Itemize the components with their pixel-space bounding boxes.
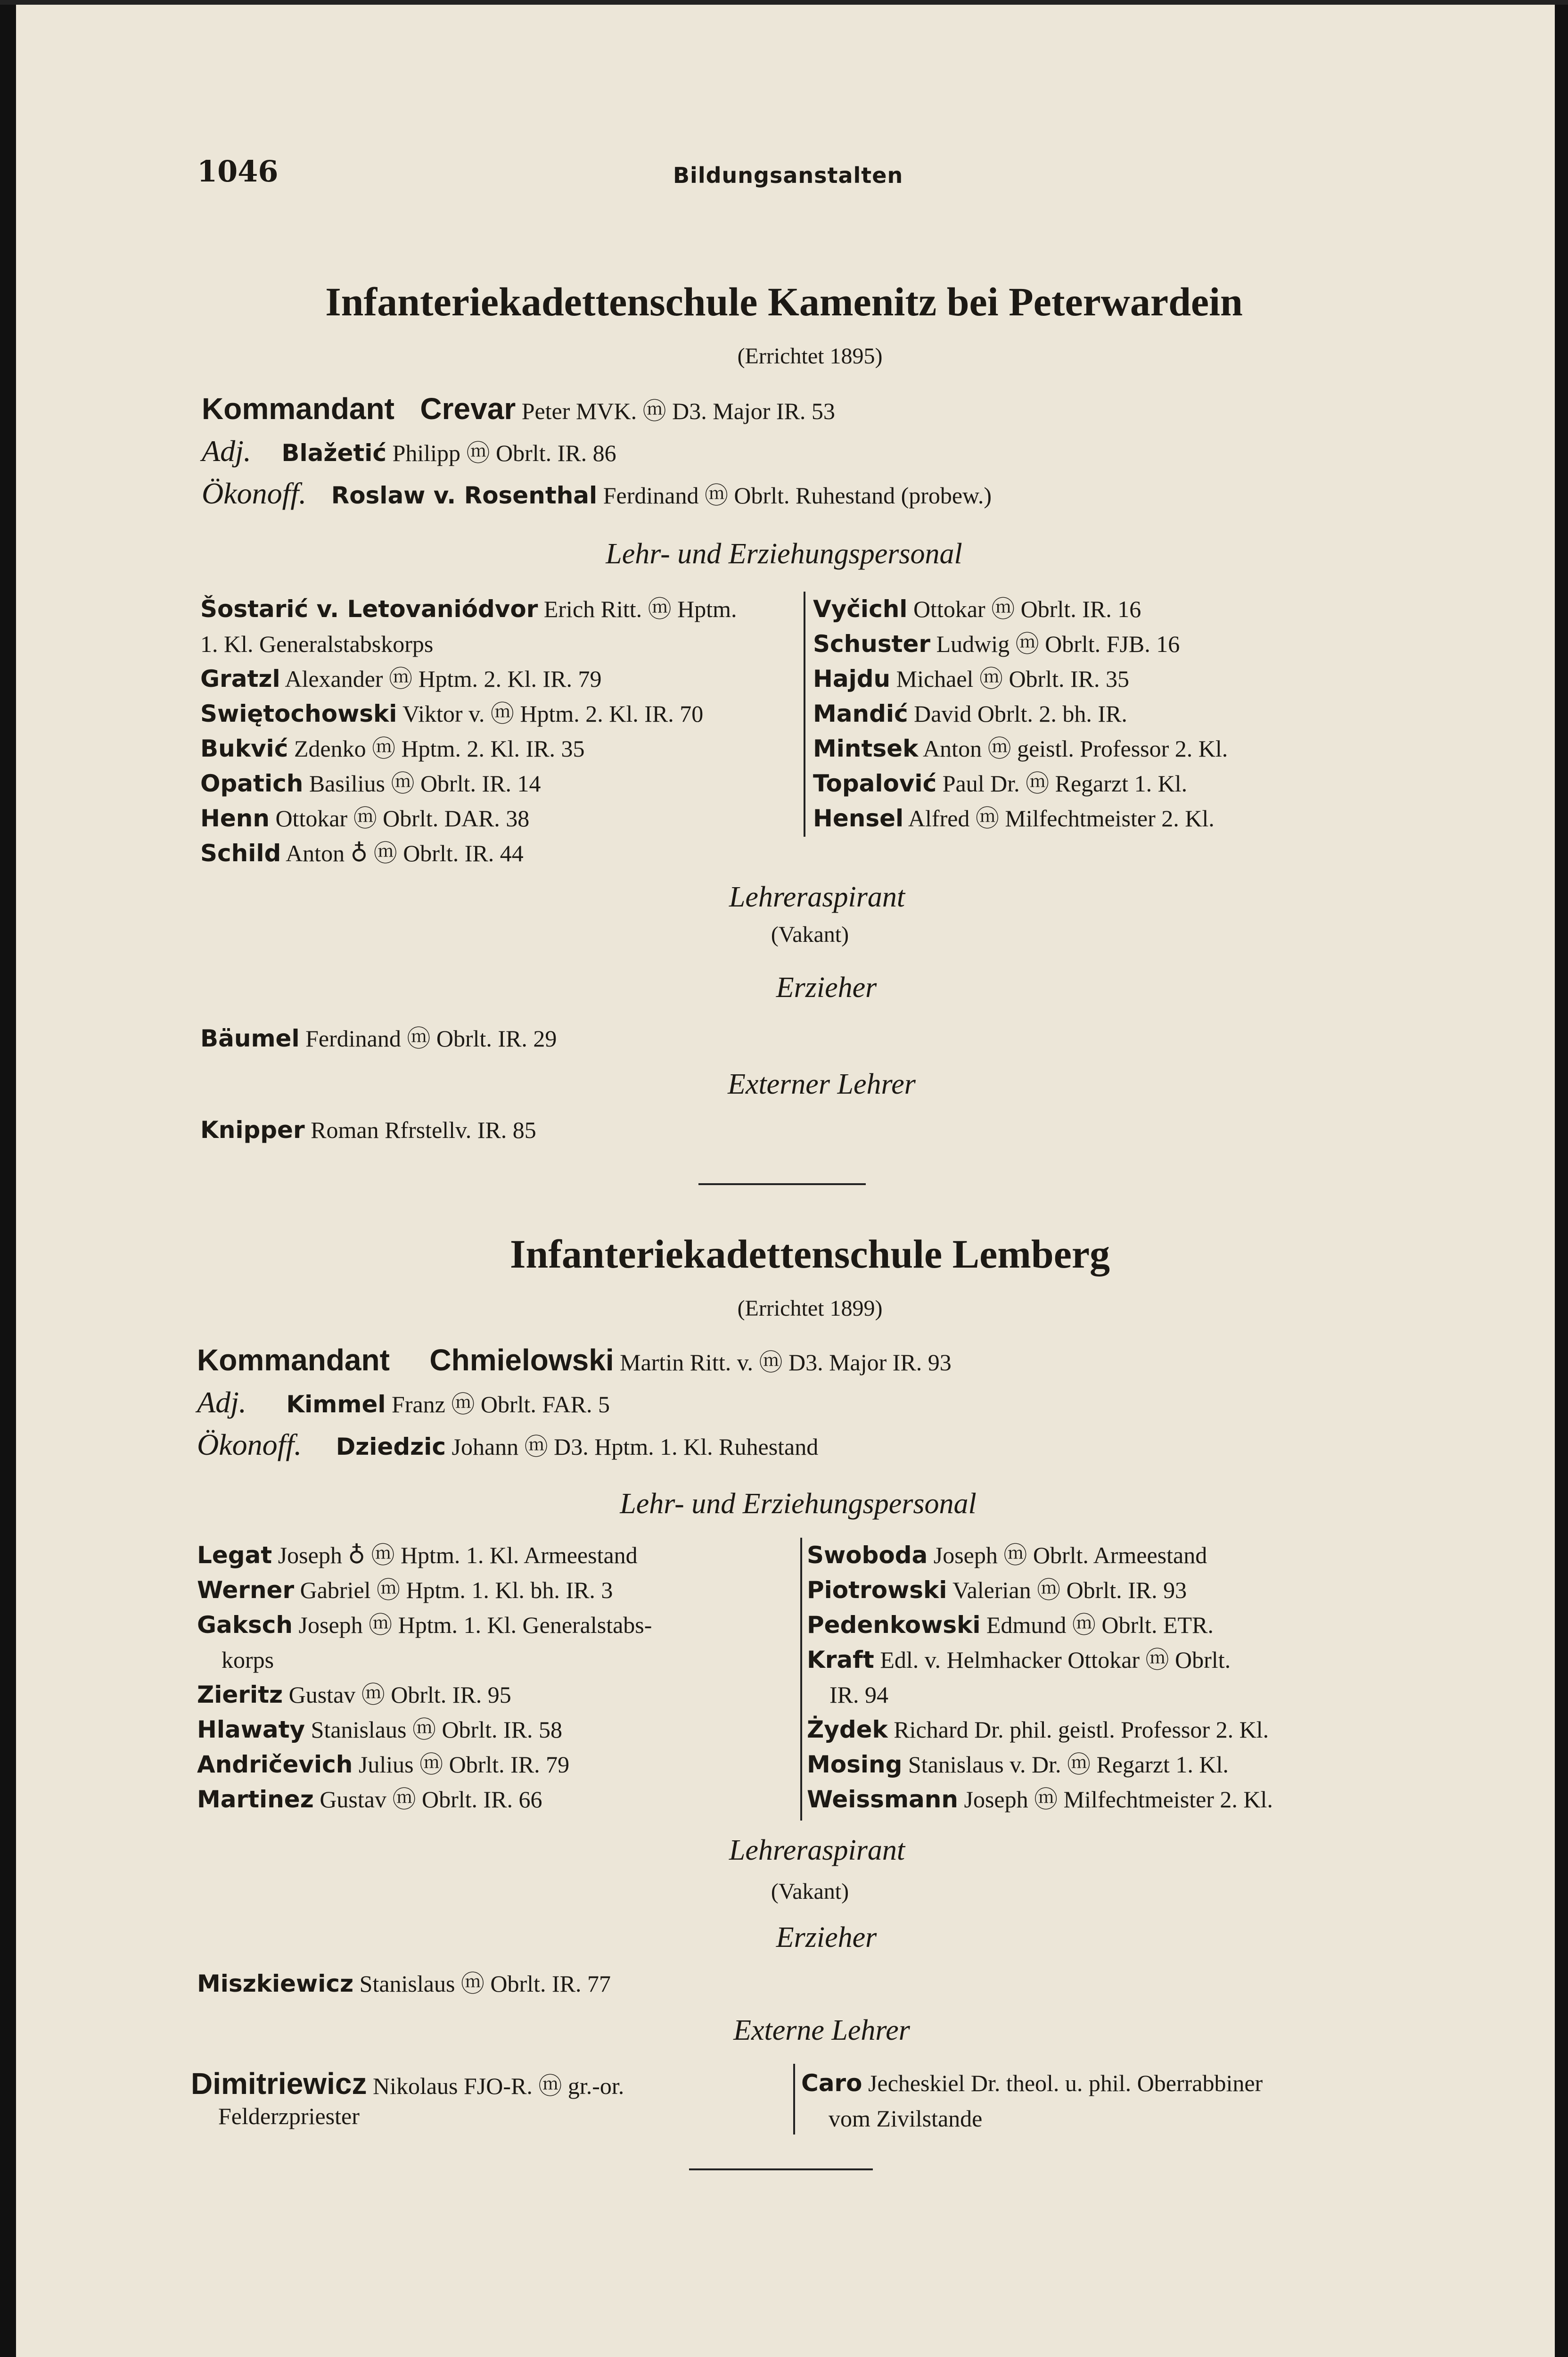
adj-rest: Franz ⓜ Obrlt. FAR. 5	[392, 1391, 610, 1417]
kamenitz-column-divider	[804, 592, 805, 837]
kamenitz-extern-heading: Externer Lehrer	[728, 1068, 916, 1100]
list-item: Martinez Gustav ⓜ Obrlt. IR. 66	[197, 1786, 542, 1813]
lemberg-aspirant-heading: Lehreraspirant	[729, 1834, 905, 1866]
list-item: Swoboda Joseph ⓜ Obrlt. Armeestand	[807, 1541, 1207, 1569]
adj-label: Adj.	[197, 1385, 246, 1419]
lemberg-extern-right-line2: vom Zivilstande	[829, 2105, 983, 2132]
extern-left-name: Dimitriewicz	[191, 2067, 367, 2101]
kamenitz-left-column	[200, 592, 737, 871]
list-item: Mosing Stanislaus v. Dr. ⓜ Regarzt 1. Kl.	[807, 1751, 1229, 1778]
list-item: Andričevich Julius ⓜ Obrlt. IR. 79	[197, 1751, 570, 1778]
kamenitz-right-column	[813, 592, 1228, 836]
kommandant-name: Chmielowski	[429, 1343, 614, 1377]
lemberg-right-column	[807, 1538, 1273, 1817]
adj-name: Blažetić	[281, 439, 387, 467]
list-item: Legat Joseph ♁ ⓜ Hptm. 1. Kl. Armeestand	[197, 1541, 638, 1569]
lemberg-column-divider	[800, 1538, 802, 1821]
kamenitz-extern-entry	[200, 1116, 536, 1144]
kamenitz-established: (Errichtet 1895)	[737, 344, 883, 369]
list-item: Hlawaty Stanislaus ⓜ Obrlt. IR. 58	[197, 1716, 562, 1743]
lemberg-erzieher-heading: Erzieher	[776, 1921, 877, 1953]
okonoff-rest: Ferdinand ⓜ Obrlt. Ruhestand (probew.)	[603, 482, 992, 509]
lemberg-established: (Errichtet 1899)	[737, 1296, 883, 1321]
kamenitz-personal-heading: Lehr- und Erziehungspersonal	[606, 538, 962, 570]
list-item: Żydek Richard Dr. phil. geistl. Professor 2. Kl.	[807, 1716, 1269, 1743]
list-item: Kraft Edl. v. Helmhacker Ottokar ⓜ Obrlt.	[807, 1646, 1231, 1673]
list-item: IR. 94	[829, 1681, 888, 1708]
list-item: Swiętochowski Viktor v. ⓜ Hptm. 2. Kl. IR. 70	[200, 700, 704, 727]
lemberg-aspirant-value: (Vakant)	[771, 1879, 849, 1904]
page-number: 1046	[197, 154, 279, 189]
erzieher-rest: Ferdinand ⓜ Obrlt. IR. 29	[305, 1025, 557, 1052]
okonoff-rest: Johann ⓜ D3. Hptm. 1. Kl. Ruhestand	[452, 1434, 819, 1460]
adj-name: Kimmel	[286, 1391, 386, 1418]
kamenitz-title: Infanteriekadettenschule Kamenitz bei Peterwardein	[325, 279, 1243, 324]
okonoff-name: Roslaw v. Rosenthal	[331, 482, 598, 509]
lemberg-personal-heading: Lehr- und Erziehungspersonal	[620, 1488, 977, 1520]
kamenitz-erzieher-entry	[200, 1020, 557, 1054]
extern-left-rest: Nikolaus FJO-R. ⓜ gr.-or.	[372, 2073, 624, 2099]
adj-rest: Philipp ⓜ Obrlt. IR. 86	[392, 440, 616, 466]
list-item: korps	[222, 1647, 274, 1673]
list-item: Mandić David Obrlt. 2. bh. IR.	[813, 700, 1127, 727]
list-item: Schuster Ludwig ⓜ Obrlt. FJB. 16	[813, 630, 1180, 658]
list-item: Weissmann Joseph ⓜ Milfechtmeister 2. Kl.	[807, 1786, 1273, 1813]
extern-right-rest: Jecheskiel Dr. theol. u. phil. Oberrabbiner	[868, 2070, 1263, 2096]
list-item: Schild Anton ♁ ⓜ Obrlt. IR. 44	[200, 840, 524, 867]
list-item: Hensel Alfred ⓜ Milfechtmeister 2. Kl.	[813, 805, 1215, 832]
lemberg-extern-heading: Externe Lehrer	[733, 2014, 910, 2046]
list-item: Werner Gabriel ⓜ Hptm. 1. Kl. bh. IR. 3	[197, 1576, 613, 1604]
lemberg-left-column	[197, 1538, 652, 1817]
okonoff-label: Ökonoff.	[202, 477, 307, 510]
list-item: Pedenkowski Edmund ⓜ Obrlt. ETR.	[807, 1611, 1214, 1639]
list-item: Zieritz Gustav ⓜ Obrlt. IR. 95	[197, 1681, 511, 1708]
kamenitz-aspirant-value: (Vakant)	[771, 922, 849, 947]
okonoff-label: Ökonoff.	[197, 1428, 302, 1461]
scan-edge-left	[0, 0, 16, 2357]
kommandant-label: Kommandant	[197, 1343, 390, 1377]
lemberg-extern-left-line2: Felderzpriester	[218, 2103, 360, 2129]
lemberg-adj	[197, 1385, 610, 1420]
lemberg-extern-left	[191, 2066, 624, 2101]
kamenitz-kommandant	[202, 391, 835, 426]
list-item: Opatich Basilius ⓜ Obrlt. IR. 14	[200, 770, 541, 797]
list-item: Mintsek Anton ⓜ geistl. Professor 2. Kl.	[813, 735, 1228, 762]
bottom-divider	[689, 2168, 873, 2170]
list-item: Topalović Paul Dr. ⓜ Regarzt 1. Kl.	[813, 770, 1188, 797]
okonoff-name: Dziedzic	[336, 1433, 446, 1460]
list-item: Gaksch Joseph ⓜ Hptm. 1. Kl. Generalstabs-	[197, 1611, 652, 1639]
list-item: Šostarić v. Letovaniódvor Erich Ritt. ⓜ Hptm.	[200, 595, 737, 623]
adj-label: Adj.	[202, 434, 251, 468]
kommandant-label: Kommandant	[202, 392, 394, 426]
list-item: Bukvić Zdenko ⓜ Hptm. 2. Kl. IR. 35	[200, 735, 585, 762]
list-item: Henn Ottokar ⓜ Obrlt. DAR. 38	[200, 805, 530, 832]
kamenitz-aspirant-heading: Lehreraspirant	[729, 881, 905, 913]
scan-edge-top	[0, 0, 1568, 5]
section-divider	[698, 1183, 866, 1185]
list-item: Hajdu Michael ⓜ Obrlt. IR. 35	[813, 665, 1129, 692]
kommandant-rest: Peter MVK. ⓜ D3. Major IR. 53	[521, 398, 835, 424]
list-item: Piotrowski Valerian ⓜ Obrlt. IR. 93	[807, 1576, 1187, 1604]
extern-right-name: Caro	[801, 2069, 862, 2097]
lemberg-erzieher-entry	[197, 1965, 611, 1999]
lemberg-extern-right	[801, 2069, 1263, 2097]
erzieher-rest: Stanislaus ⓜ Obrlt. IR. 77	[359, 1970, 611, 1997]
list-item: Gratzl Alexander ⓜ Hptm. 2. Kl. IR. 79	[200, 665, 602, 692]
kamenitz-erzieher-heading: Erzieher	[776, 972, 877, 1004]
extern-rest: Roman Rfrstellv. IR. 85	[311, 1117, 536, 1143]
list-item: Vyčichl Ottokar ⓜ Obrlt. IR. 16	[813, 595, 1141, 623]
list-item: 1. Kl. Generalstabskorps	[200, 631, 434, 657]
kamenitz-okonoff	[202, 476, 992, 511]
erzieher-name: Bäumel	[200, 1025, 300, 1052]
lemberg-kommandant	[197, 1343, 952, 1377]
running-head: Bildungsanstalten	[673, 163, 903, 188]
erzieher-name: Miszkiewicz	[197, 1970, 354, 1997]
kommandant-name: Crevar	[420, 392, 516, 426]
lemberg-okonoff	[197, 1427, 818, 1462]
extern-column-divider	[793, 2064, 795, 2134]
extern-name: Knipper	[200, 1116, 305, 1144]
kommandant-rest: Martin Ritt. v. ⓜ D3. Major IR. 93	[620, 1349, 952, 1376]
kamenitz-adj	[202, 434, 616, 469]
lemberg-title: Infanteriekadettenschule Lemberg	[509, 1231, 1110, 1277]
